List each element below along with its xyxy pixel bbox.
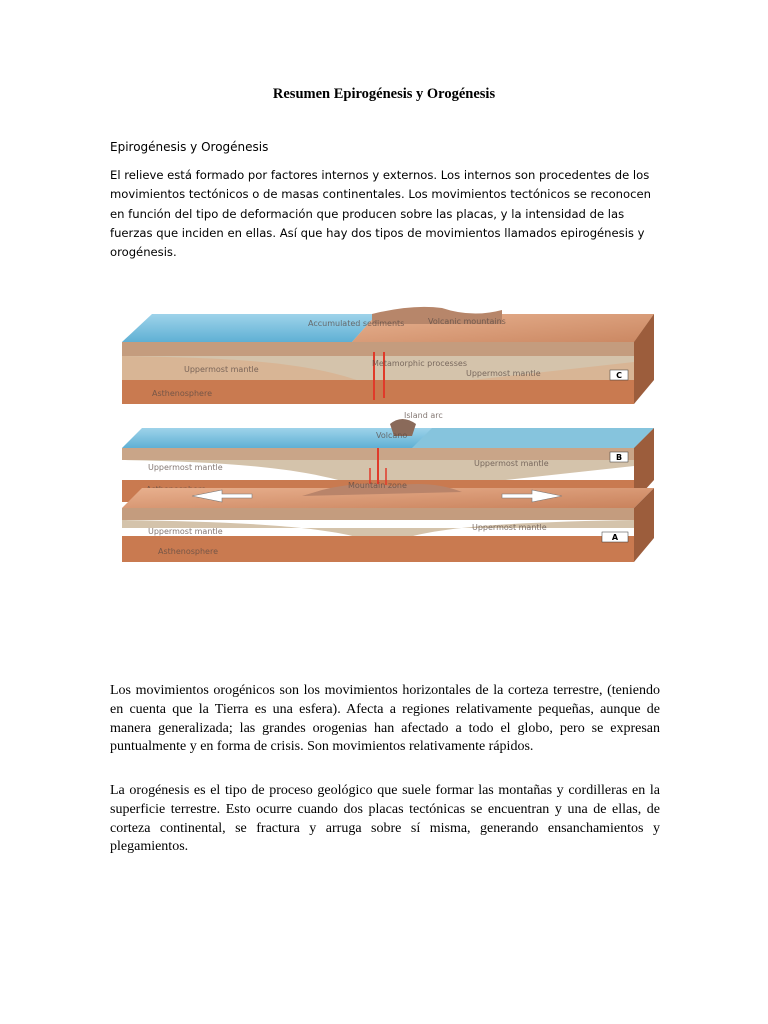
panel-c-label: Metamorphic processes <box>372 359 467 368</box>
panel-b-label: Uppermost mantle <box>474 459 549 468</box>
panel-a-label: Uppermost mantle <box>148 527 223 536</box>
document-title: Resumen Epirogénesis y Orogénesis <box>272 86 496 102</box>
panel-c-label: Uppermost mantle <box>184 365 259 374</box>
panel-c-letter: C <box>616 371 622 380</box>
panel-b-label: Volcano <box>376 431 408 440</box>
panel-a-label: Uppermost mantle <box>472 523 547 532</box>
paragraph-orogenic-movements: Los movimientos orogénicos son los movimientos horizontales de la corteza terrestre, (teniendo en cuenta que la Tierra es una esfera). Afecta a regiones relativamente pequeñas, aunque de manera generalizada; las grandes orogenias han afectado a todo el globo, pero se expresan puntualmente y en forma de crisis. Son movimientos relativamente rápidos. <box>110 683 660 755</box>
panel-a <box>122 481 654 562</box>
panel-c-label: Uppermost mantle <box>466 369 541 378</box>
panel-a-letter: A <box>611 533 619 542</box>
panel-a-label: Asthenosphere <box>158 547 219 556</box>
panel-a-label: Mountain zone <box>348 481 407 490</box>
panel-b-letter: B <box>615 453 623 462</box>
panel-b-label: Uppermost mantle <box>148 463 223 472</box>
plate-tectonics-diagram <box>122 300 654 562</box>
section-heading: Epirogénesis y Orogénesis <box>110 140 269 154</box>
panel-b-label: Island arc <box>404 411 443 420</box>
intro-paragraph: El relieve está formado por factores internos y externos. Los internos son procedentes de los movimientos tectónicos o de masas continentales. Los movimientos tectónicos se reconocen en función del tipo de deformación que producen sobre las placas, y la intensidad de las fuerzas que inciden en ellas. Así que hay dos tipos de movimientos llamados epirogénesis y orogénesis. <box>110 168 651 260</box>
panel-c-label: Asthenosphere <box>152 389 213 398</box>
panel-c-label: Accumulated sediments <box>308 319 405 328</box>
paragraph-orogenesis: La orogénesis es el tipo de proceso geológico que suele formar las montañas y cordilleras en la superficie terrestre. Esto ocurre cuando dos placas tectónicas se encuentran y una de ellas, de corteza continental, se fractura y arruga sobre sí misma, generando ensanchamientos y plegamientos. <box>110 783 660 855</box>
panel-c-label: Volcanic mountains <box>428 317 506 326</box>
panel-c <box>122 307 654 404</box>
